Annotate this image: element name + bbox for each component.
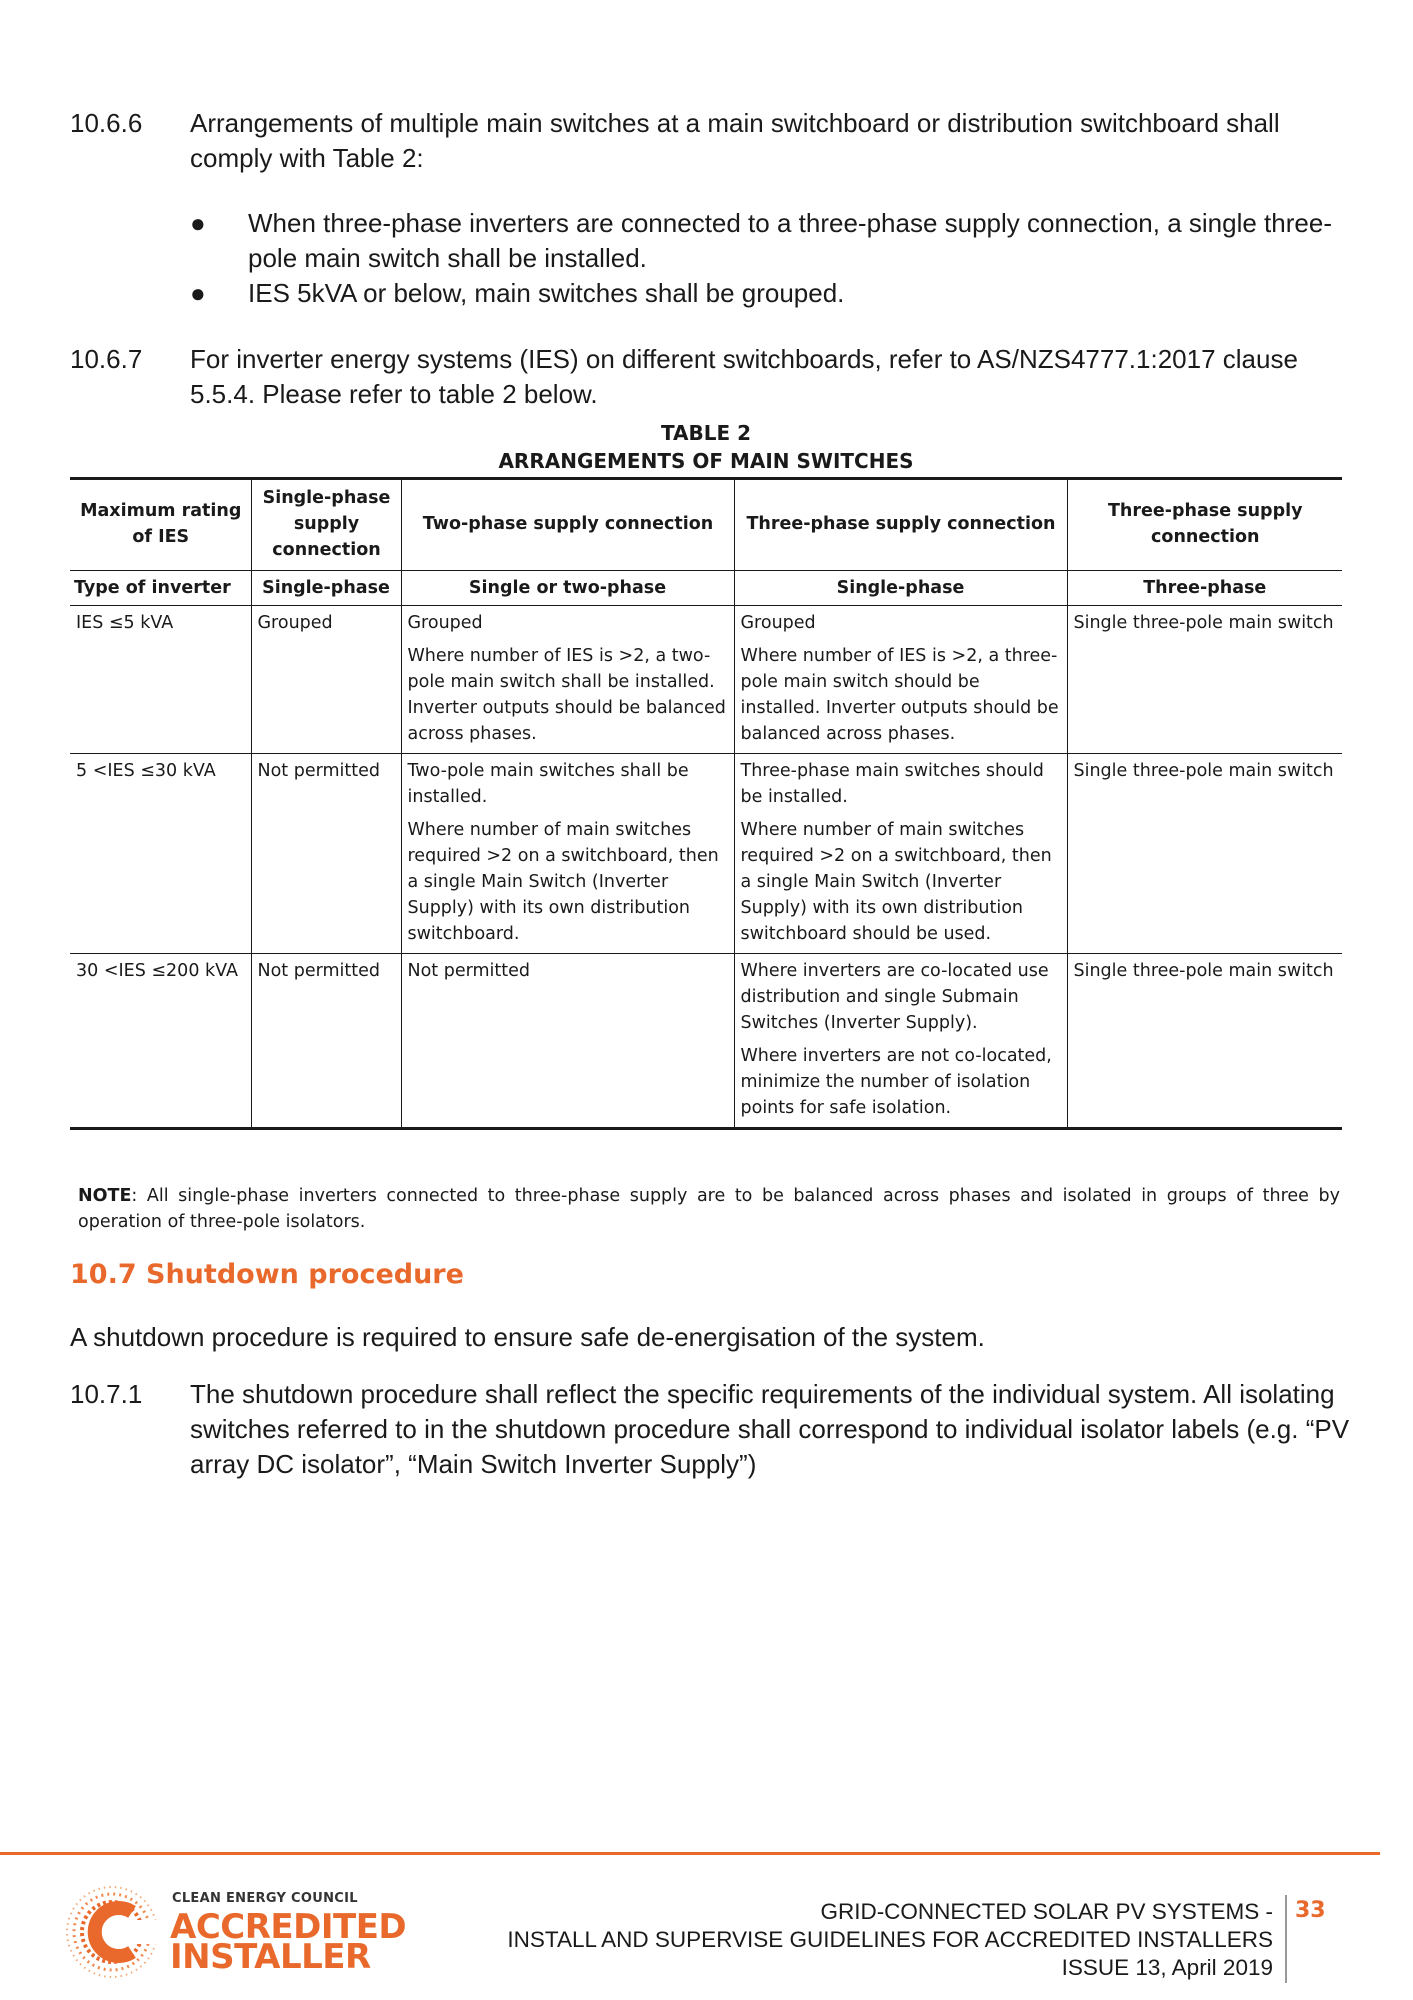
bullet-list: [190, 206, 1360, 311]
table-label: TABLE 2: [660, 421, 752, 445]
clause-text: Arrangements of multiple main switches at a main switchboard or distribution switchboard shall comply with Table 2:: [190, 108, 1280, 173]
footer-rule: [0, 1852, 1380, 1855]
section-intro: A shutdown procedure is required to ensure safe de-energisation of the system.: [70, 1322, 985, 1352]
rating-cell: 30 <IES ≤200 kVA: [70, 954, 251, 1129]
column-header: Three-phase supply connection: [734, 479, 1067, 571]
main-switches-table: [70, 477, 1342, 1130]
list-item: [190, 276, 1360, 311]
footer-document-info: [507, 1898, 1273, 1982]
sunburst-c-icon: [62, 1882, 162, 1982]
column-header: Maximum rating of IES: [70, 479, 251, 571]
column-header: Single-phase supply connection: [251, 479, 401, 571]
rating-cell: 5 <IES ≤30 kVA: [70, 754, 251, 954]
table-cell: Not permitted: [251, 754, 401, 954]
table-row: [70, 606, 1342, 754]
list-item: [190, 206, 1360, 276]
type-cell: Single-phase: [734, 571, 1067, 606]
clause-number: 10.6.7: [70, 344, 143, 374]
type-cell: Single-phase: [251, 571, 401, 606]
cell-paragraph: Where inverters are not co-located, minimize the number of isolation points for safe isolation.: [740, 1046, 1052, 1118]
table-title: ARRANGEMENTS OF MAIN SWITCHES: [498, 449, 914, 473]
table-header-row: [70, 479, 1342, 571]
table-cell: [734, 754, 1067, 954]
table-note: [78, 1183, 1340, 1235]
logo-line-1: ACCREDITED: [170, 1907, 407, 1947]
clause-text: The shutdown procedure shall reflect the specific requirements of the individual system. All isolating switches referred to in the shutdown procedure shall correspond to individual isolator labels (e.g. “PV array DC isolator”, “Main Switch Inverter Supply”): [190, 1379, 1350, 1479]
clause-number: 10.7.1: [70, 1379, 143, 1409]
cell-paragraph: Where number of IES is >2, a two-pole main switch shall be installed. Inverter outputs should be balanced across phases.: [407, 646, 726, 744]
clause-number: 10.6.6: [70, 108, 143, 138]
table-row: [70, 954, 1342, 1129]
bullet-icon: ●: [190, 278, 206, 308]
table-cell: [401, 954, 734, 1129]
cell-paragraph: Grouped: [407, 613, 483, 633]
note-label: NOTE: [78, 1186, 132, 1206]
column-header: Two-phase supply connection: [401, 479, 734, 571]
table-cell: Single three-pole main switch: [1067, 754, 1342, 954]
column-header: Three-phase supply connection: [1067, 479, 1342, 571]
table-cell: Not permitted: [251, 954, 401, 1129]
cell-paragraph: Two-pole main switches shall be installed.: [407, 761, 689, 807]
rating-cell: IES ≤5 kVA: [70, 606, 251, 754]
section-heading: 10.7 Shutdown procedure: [70, 1259, 464, 1290]
logo-line-2: INSTALLER: [170, 1937, 371, 1977]
table-cell: [734, 606, 1067, 754]
table-cell: [401, 754, 734, 954]
clause-text: For inverter energy systems (IES) on different switchboards, refer to AS/NZS4777.1:2017 clause 5.5.4. Please refer to table 2 below.: [190, 344, 1298, 409]
cell-paragraph: Where number of main switches required >2 on a switchboard, then a single Main Switch (Inverter Supply) with its own distribution switchboard.: [407, 820, 719, 944]
cell-paragraph: Three-phase main switches should be installed.: [740, 761, 1044, 807]
table-cell: [734, 954, 1067, 1129]
bullet-text: IES 5kVA or below, main switches shall be grouped.: [248, 278, 845, 308]
note-text: : All single-phase inverters connected to three-phase supply are to be balanced across phases and isolated in groups of three by operation of three-pole isolators.: [78, 1186, 1340, 1232]
cell-paragraph: Where inverters are co-located use distribution and single Submain Switches (Inverter Supply).: [740, 961, 1049, 1033]
page-number: 33: [1295, 1898, 1326, 1923]
footer-line: INSTALL AND SUPERVISE GUIDELINES FOR ACCREDITED INSTALLERS: [507, 1927, 1273, 1952]
footer-separator: [1285, 1895, 1287, 1983]
table-cell: Single three-pole main switch: [1067, 606, 1342, 754]
bullet-text: When three-phase inverters are connected to a three-phase supply connection, a single three-pole main switch shall be installed.: [248, 208, 1332, 273]
logo-org: CLEAN ENERGY COUNCIL: [172, 1891, 358, 1906]
cell-paragraph: Grouped: [740, 613, 816, 633]
cell-paragraph: Where number of main switches required >2 on a switchboard, then a single Main Switch (Inverter Supply) with its own distribution switchboard should be used.: [740, 820, 1052, 944]
type-cell: Three-phase: [1067, 571, 1342, 606]
table-cell: [401, 606, 734, 754]
footer-line: GRID-CONNECTED SOLAR PV SYSTEMS -: [820, 1899, 1273, 1924]
bullet-icon: ●: [190, 208, 206, 238]
cell-paragraph: Not permitted: [407, 961, 530, 981]
cell-paragraph: Where number of IES is >2, a three-pole main switch should be installed. Inverter outputs should be balanced across phases.: [740, 646, 1059, 744]
table-cell: Single three-pole main switch: [1067, 954, 1342, 1129]
row-label: Type of inverter: [70, 571, 251, 606]
table-row: [70, 754, 1342, 954]
footer-line: ISSUE 13, April 2019: [1061, 1955, 1273, 1980]
inverter-type-row: [70, 571, 1342, 606]
accredited-installer-logo: [62, 1882, 407, 1982]
table-cell: Grouped: [251, 606, 401, 754]
type-cell: Single or two-phase: [401, 571, 734, 606]
